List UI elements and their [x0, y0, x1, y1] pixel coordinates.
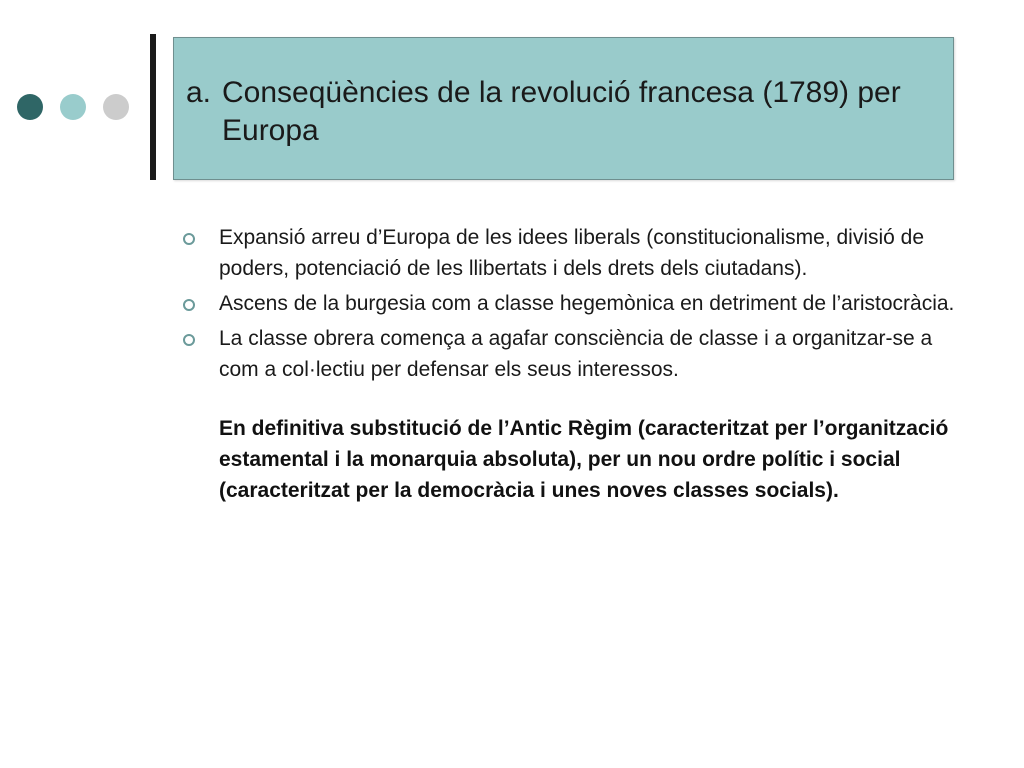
slide-title [186, 74, 942, 150]
decorative-dot-light [103, 94, 129, 120]
title-box [173, 37, 954, 180]
bullet-text: Expansió arreu d’Europa de les idees liberals (constitucionalisme, divisió de poders, potenciació de les llibertats i dels drets dels ciutadans). [219, 226, 925, 280]
decorative-dot-mid [60, 94, 86, 120]
decorative-dot-dark [17, 94, 43, 120]
bullet-item [183, 288, 963, 319]
bullet-circle-icon [183, 334, 195, 346]
slide-content [183, 222, 963, 506]
title-prefix: a. [186, 76, 212, 109]
bullet-item [183, 222, 963, 284]
title-text: Conseqüències de la revolució francesa (1789) per Europa [222, 76, 901, 147]
conclusion-text: En definitiva substitució de l’Antic Règim (caracteritzat per l’organització estamental i la monarquia absoluta), per un nou ordre polític i social (caracteritzat per la democràcia i unes noves classes socials). [219, 417, 949, 502]
bullet-item [183, 323, 963, 385]
title-divider-bar [150, 34, 156, 180]
bullet-circle-icon [183, 299, 195, 311]
bullet-list [183, 222, 963, 385]
bullet-text: Ascens de la burgesia com a classe hegemònica en detriment de l’aristocràcia. [219, 292, 955, 315]
bullet-text: La classe obrera comença a agafar consciència de classe i a organitzar-se a com a col·lectiu per defensar els seus interessos. [219, 327, 933, 381]
bullet-circle-icon [183, 233, 195, 245]
